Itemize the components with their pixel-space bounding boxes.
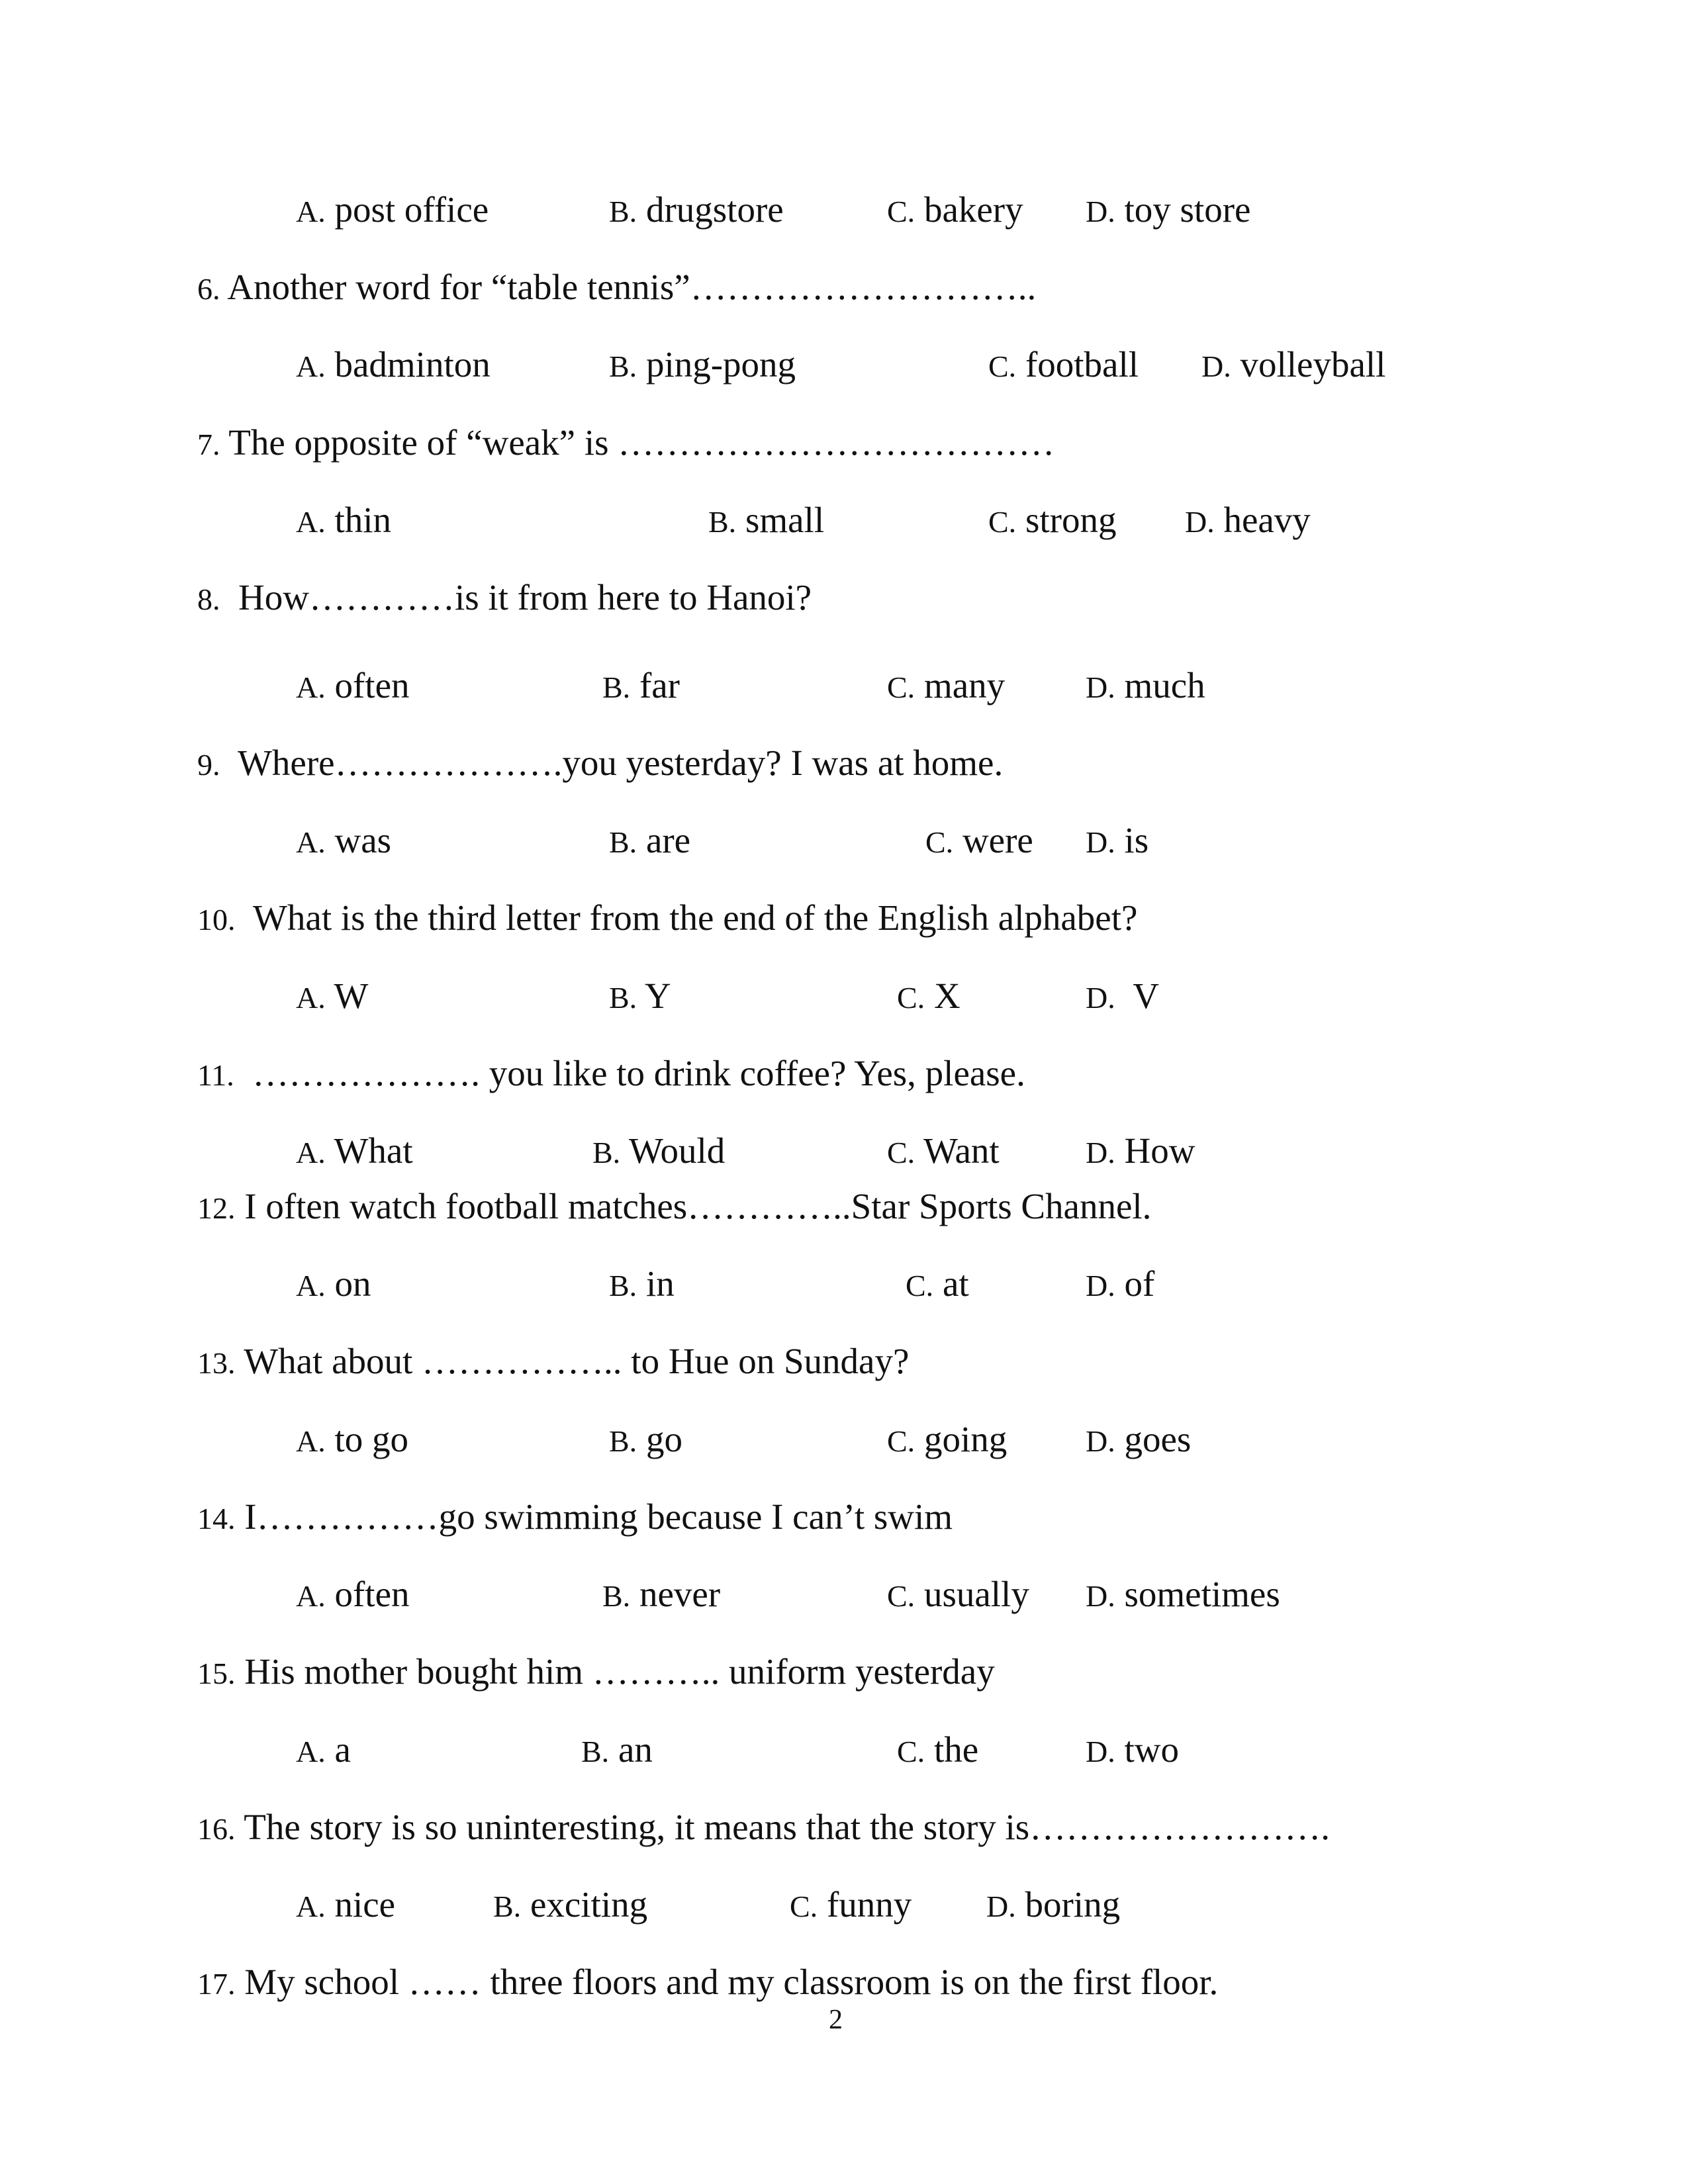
question-16: 16. The story is so uninteresting, it means that the story is…………………….: [197, 1807, 1330, 1847]
question-12: 12. I often watch football matches…………..Star Sports Channel.: [197, 1186, 1152, 1226]
option-d: D. of: [1086, 1263, 1155, 1304]
option-b: B. exciting: [493, 1884, 648, 1925]
option-d: D. goes: [1086, 1419, 1192, 1459]
option-b: B. small: [708, 500, 825, 540]
option-c: C. usually: [887, 1574, 1029, 1614]
option-c: C. the: [897, 1729, 979, 1770]
option-c: C. were: [925, 820, 1033, 860]
option-c: C. funny: [790, 1884, 912, 1925]
option-b: B. far: [602, 665, 680, 705]
option-a: A. often: [296, 665, 410, 705]
option-a: A. What: [296, 1130, 413, 1171]
option-b: B. Y: [609, 976, 671, 1016]
question-9: 9. Where……………….you yesterday? I was at home.: [197, 743, 1004, 783]
option-a: A. W: [296, 976, 369, 1016]
option-c: C. at: [906, 1263, 969, 1304]
option-c: C. strong: [988, 500, 1117, 540]
option-b: B. never: [602, 1574, 721, 1614]
question-15: 15. His mother bought him ……….. uniform yesterday: [197, 1651, 995, 1692]
option-a: A. thin: [296, 500, 392, 540]
option-c: C. X: [897, 976, 961, 1016]
question-10: 10. What is the third letter from the end of the English alphabet?: [197, 897, 1138, 938]
option-d: D. volleyball: [1201, 344, 1386, 385]
option-b: B. in: [609, 1263, 675, 1304]
option-d: D. V: [1086, 976, 1159, 1016]
option-a: A. often: [296, 1574, 410, 1614]
option-a: A. nice: [296, 1884, 396, 1925]
option-a: A. badminton: [296, 344, 491, 385]
option-c: C. going: [887, 1419, 1008, 1459]
option-a: A. was: [296, 820, 392, 860]
question-7: 7. The opposite of “weak” is ………………………………: [197, 422, 1055, 463]
option-d: D. sometimes: [1086, 1574, 1280, 1614]
question-17: 17. My school …… three floors and my classroom is on the first floor.: [197, 1962, 1219, 2002]
question-8: 8. How…………is it from here to Hanoi?: [197, 577, 812, 617]
page-number: 2: [829, 2005, 843, 2035]
option-d: D. heavy: [1185, 500, 1311, 540]
question-11: 11. ………………. you like to drink coffee? Yes, please.: [197, 1053, 1025, 1093]
option-b: B. are: [609, 820, 691, 860]
option-a: A. to go: [296, 1419, 409, 1459]
option-c: C. football: [988, 344, 1139, 385]
question-13: 13. What about …………….. to Hue on Sunday?: [197, 1341, 910, 1381]
option-d: D. much: [1086, 665, 1205, 705]
option-b: B. go: [609, 1419, 682, 1459]
question-14: 14. I……………go swimming because I can’t swim: [197, 1496, 953, 1537]
option-c: C. bakery: [887, 189, 1023, 230]
option-c: C. Want: [887, 1130, 1000, 1171]
question-6: 6. Another word for “table tennis”………………………..: [197, 267, 1037, 307]
option-a: A. post office: [296, 189, 489, 230]
option-b: B. Would: [592, 1130, 726, 1171]
option-d: D. boring: [986, 1884, 1121, 1925]
option-a: A. on: [296, 1263, 371, 1304]
option-b: B. an: [581, 1729, 653, 1770]
option-d: D. How: [1086, 1130, 1196, 1171]
option-d: D. two: [1086, 1729, 1179, 1770]
option-b: B. ping-pong: [609, 344, 796, 385]
option-d: D. toy store: [1086, 189, 1251, 230]
option-d: D. is: [1086, 820, 1149, 860]
option-b: B. drugstore: [609, 189, 784, 230]
option-a: A. a: [296, 1729, 351, 1770]
option-c: C. many: [887, 665, 1006, 705]
